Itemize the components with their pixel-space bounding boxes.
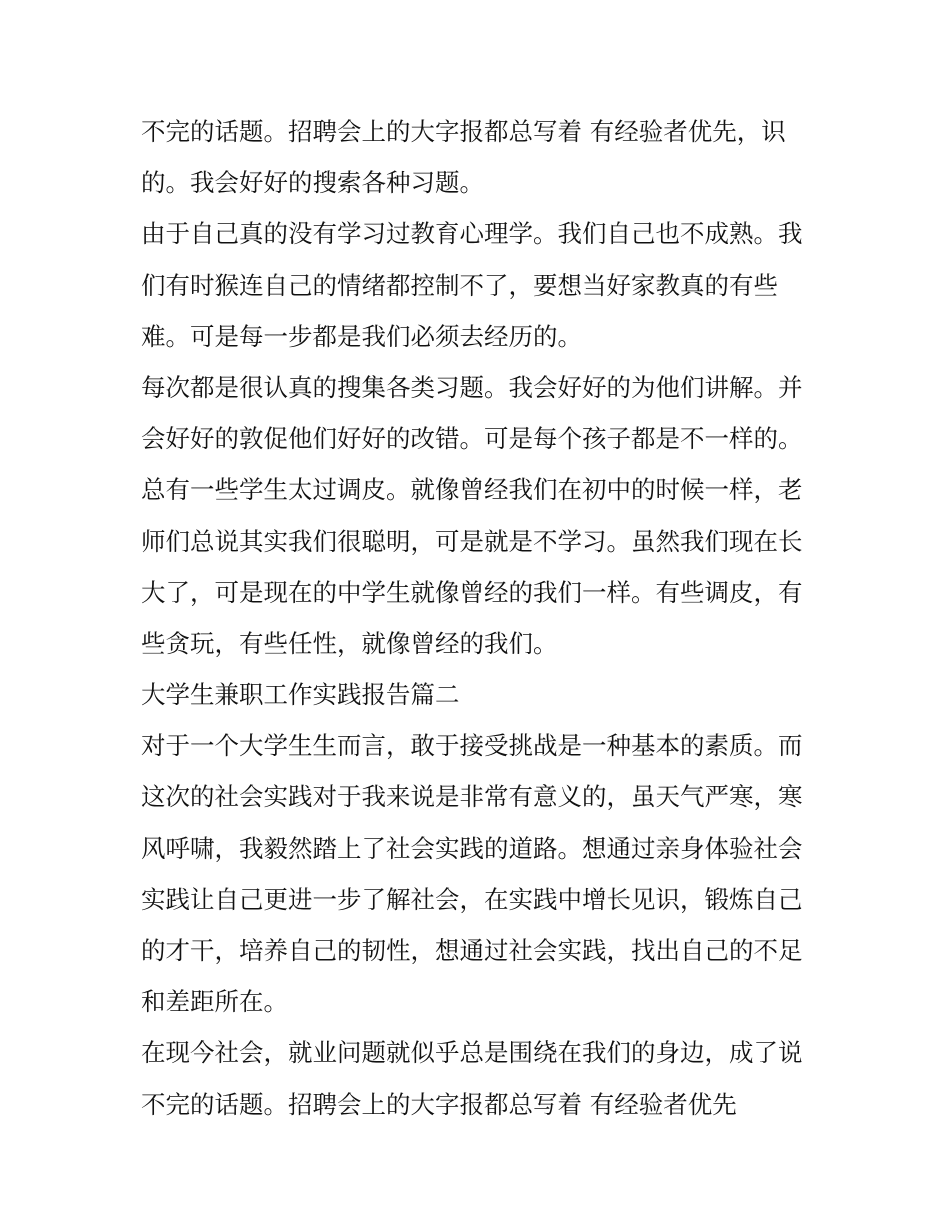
text-line: 这次的社会实践对于我来说是非常有意义的，虽天气严寒，寒: [141, 782, 803, 812]
text-line: 和差距所在。: [141, 987, 288, 1017]
text-line: 每次都是很认真的搜集各类习题。我会好好的为他们讲解。并: [141, 372, 803, 402]
text-line: 风呼啸，我毅然踏上了社会实践的道路。想通过亲身体验社会: [141, 833, 803, 863]
text-line: 实践让自己更进一步了解社会，在实践中增长见识，锻炼自己: [141, 884, 803, 914]
text-line: 不完的话题。招聘会上的大字报都总写着 有经验者优先，识: [141, 117, 786, 146]
text-line: 大了，可是现在的中学生就像曾经的我们一样。有些调皮，有: [141, 577, 803, 607]
text-line: 们有时猴连自己的情绪都控制不了，要想当好家教真的有些: [141, 270, 778, 300]
text-line: 在现今社会，就业问题就似乎总是围绕在我们的身边，成了说: [141, 1038, 803, 1068]
text-line: 对于一个大学生生而言，敢于接受挑战是一种基本的素质。而: [141, 731, 803, 761]
text-line: 的才干，培养自己的韧性，想通过社会实践，找出自己的不足: [141, 936, 803, 965]
text-line: 不完的话题。招聘会上的大字报都总写着 有经验者优先: [141, 1089, 737, 1119]
text-line: 些贪玩，有些任性，就像曾经的我们。: [141, 628, 558, 658]
text-line: 的。我会好好的搜索各种习题。: [141, 168, 484, 198]
document-body: [141, 106, 821, 1130]
text-line: 会好好的敦促他们好好的改错。可是每个孩子都是不一样的。: [141, 424, 803, 454]
section-heading: 大学生兼职工作实践报告篇二: [141, 680, 460, 710]
text-line: 总有一些学生太过调皮。就像曾经我们在初中的时候一样，老: [141, 475, 803, 505]
text-line: 由于自己真的没有学习过教育心理学。我们自己也不成熟。我: [141, 219, 803, 249]
text-line: 师们总说其实我们很聪明，可是就是不学习。虽然我们现在长: [141, 526, 803, 556]
text-line: 难。可是每一步都是我们必须去经历的。: [141, 321, 582, 351]
